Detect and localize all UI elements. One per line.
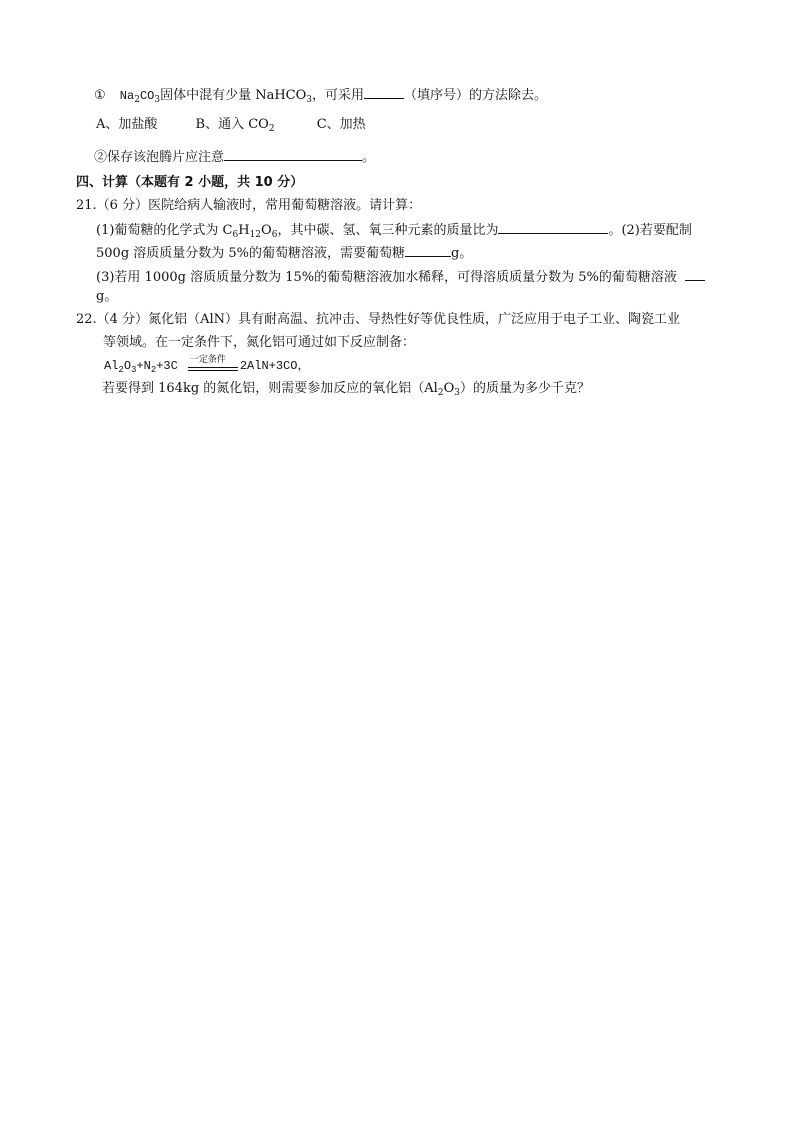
options-line <box>96 116 366 134</box>
question-1-text-3: （填序号）的方法除去。 <box>404 88 548 103</box>
sub-2-text: 500g 溶质质量分数为 5%的葡萄糖溶液，需要葡萄糖 <box>96 246 406 261</box>
subscript: 2 <box>134 95 140 105</box>
subscript: 3 <box>154 95 161 105</box>
question-o: O <box>443 381 455 396</box>
equals-bar-bottom <box>188 370 238 371</box>
sub-1-text-2: ，其中碳、氢、氧三种元素的质量比为 <box>277 223 499 238</box>
problem-22-line-2: 等领域。在一定条件下，氮化铝可通过如下反应制备： <box>103 335 416 350</box>
option-c: C、加热 <box>316 117 366 132</box>
question-2-text: ②保存该泡腾片应注意 <box>94 150 225 165</box>
problem-22-head: 22.（4 分）氮化铝（AlN）具有耐高温、抗冲击、导热性好等优良性质，广泛应用于电子工业、陶瓷工业 <box>76 312 680 327</box>
eq-al: Al <box>104 359 119 373</box>
subscript: 3 <box>454 388 460 398</box>
subscript: 3 <box>306 95 313 105</box>
question-2-end: 。 <box>362 150 376 165</box>
question-text: 若要得到 164kg 的氮化铝，则需要参加反应的氧化铝（Al <box>102 381 438 396</box>
problem-22-question <box>102 380 590 398</box>
question-2-line <box>94 146 375 167</box>
question-1-formula-co: CO <box>139 89 155 103</box>
subscript: 2 <box>118 365 124 375</box>
question-1-number: ① <box>94 88 106 103</box>
sub-1-h: H <box>238 223 250 238</box>
subscript: 2 <box>150 365 157 375</box>
eq-c: +3C <box>156 359 178 373</box>
reaction-equation <box>104 354 310 375</box>
answer-blank-2[interactable] <box>224 146 362 161</box>
option-a: A、加盐酸 <box>96 117 158 132</box>
option-b <box>196 116 275 134</box>
answer-blank-1[interactable] <box>364 84 404 99</box>
answer-blank-5[interactable] <box>685 266 705 281</box>
answer-blank-3[interactable] <box>498 219 608 234</box>
reaction-condition: 一定条件 <box>189 354 226 365</box>
subscript: 2 <box>437 388 444 398</box>
answer-blank-4[interactable] <box>405 242 451 257</box>
reaction-arrow <box>188 354 238 373</box>
subscript: 3 <box>131 365 137 375</box>
section-4-title: 四、计算（本题有 2 小题，共 10 分） <box>76 175 304 190</box>
eq-o: O <box>123 359 132 373</box>
question-1-text: 固体中混有少量 NaHCO <box>160 88 307 103</box>
subscript: 6 <box>271 230 278 240</box>
option-b-text: B、通入 CO <box>195 117 269 132</box>
problem-21-sub-3 <box>96 266 705 287</box>
equals-bar-top <box>188 367 238 368</box>
eq-products: 2AlN+3CO， <box>239 359 310 373</box>
sub-2-unit: g。 <box>451 246 473 261</box>
sub-1-text: (1)葡萄糖的化学式为 C <box>96 223 233 238</box>
question-1-text-2: ，可采用 <box>312 88 365 103</box>
question-1-line <box>94 84 547 105</box>
sub-1-o: O <box>261 223 272 238</box>
problem-21-sub-3-unit: g。 <box>96 289 118 304</box>
subscript: 6 <box>232 230 239 240</box>
question-1-formula-na: Na <box>119 89 135 103</box>
question-text-2: ）的质量为多少千克？ <box>459 381 590 396</box>
problem-21-sub-2 <box>96 242 472 263</box>
subscript: 12 <box>249 230 262 240</box>
subscript: 2 <box>268 124 275 134</box>
problem-21-sub-1 <box>96 219 692 240</box>
problem-21-head: 21.（6 分）医院给病人输液时，常用葡萄糖溶液。请计算： <box>76 198 422 213</box>
sub-1-text-3: 。(2)若要配制 <box>608 223 692 238</box>
sub-3-text: (3)若用 1000g 溶质质量分数为 15%的葡萄糖溶液加水稀释，可得溶质质量分数为 5%的葡萄糖溶液 <box>96 270 677 285</box>
eq-n: +N <box>136 359 151 373</box>
